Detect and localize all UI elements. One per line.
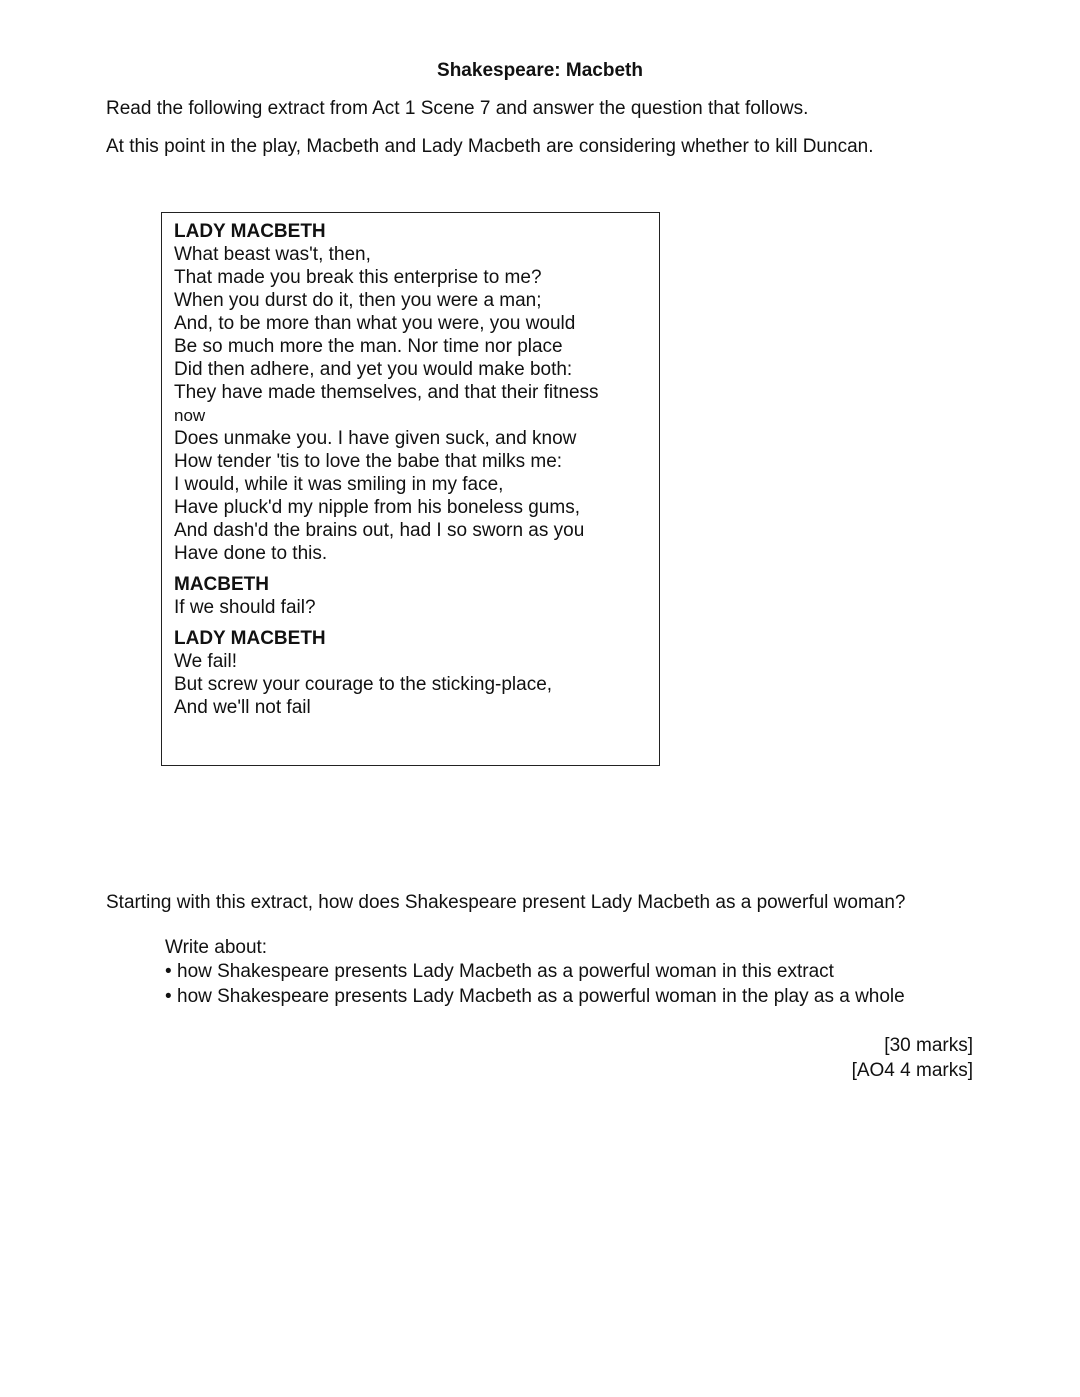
extract-line: And we'll not fail bbox=[174, 697, 311, 718]
extract-line: They have made themselves, and that their fitness bbox=[174, 382, 599, 403]
marks-block bbox=[852, 1033, 973, 1083]
extract-line: now bbox=[174, 406, 206, 425]
bullet-text: how Shakespeare presents Lady Macbeth as a powerful woman in this extract bbox=[177, 961, 834, 982]
page-title: Shakespeare: Macbeth bbox=[437, 60, 643, 81]
list-item bbox=[165, 959, 905, 984]
extract-line: That made you break this enterprise to me? bbox=[174, 267, 542, 288]
speaker-name: MACBETH bbox=[174, 574, 269, 595]
speech-1 bbox=[174, 220, 647, 565]
speech-3 bbox=[174, 627, 647, 719]
extract-line: How tender 'tis to love the babe that milks me: bbox=[174, 451, 563, 472]
extract-line: I would, while it was smiling in my face, bbox=[174, 474, 504, 495]
bullet-icon: • bbox=[165, 986, 172, 1007]
speaker-name: LADY MACBETH bbox=[174, 221, 326, 242]
list-item bbox=[165, 984, 905, 1009]
extract-box bbox=[161, 212, 660, 766]
context-text: At this point in the play, Macbeth and Lady Macbeth are considering whether to kill Duncan. bbox=[106, 136, 874, 157]
extract-line: Have done to this. bbox=[174, 543, 328, 564]
extract-line: And, to be more than what you were, you would bbox=[174, 313, 576, 334]
total-marks: [30 marks] bbox=[884, 1035, 973, 1056]
write-about-label: Write about: bbox=[165, 937, 268, 958]
extract-line: Does unmake you. I have given suck, and know bbox=[174, 428, 577, 449]
bullet-text: how Shakespeare presents Lady Macbeth as a powerful woman in the play as a whole bbox=[177, 986, 905, 1007]
speech-2 bbox=[174, 573, 647, 619]
speaker-name: LADY MACBETH bbox=[174, 628, 326, 649]
extract-line: We fail! bbox=[174, 651, 238, 672]
bullet-list bbox=[165, 959, 905, 1009]
bullet-icon: • bbox=[165, 961, 172, 982]
extract-line: But screw your courage to the sticking-place, bbox=[174, 674, 553, 695]
extract-line: Be so much more the man. Nor time nor place bbox=[174, 336, 563, 357]
question-prompt: Starting with this extract, how does Shakespeare present Lady Macbeth as a powerful woman? bbox=[106, 892, 906, 913]
extract-line: When you durst do it, then you were a man; bbox=[174, 290, 542, 311]
extract-line: What beast was't, then, bbox=[174, 244, 371, 265]
ao4-marks: [AO4 4 marks] bbox=[851, 1060, 973, 1081]
instruction-text: Read the following extract from Act 1 Scene 7 and answer the question that follows. bbox=[106, 98, 809, 119]
extract-line: If we should fail? bbox=[174, 597, 316, 618]
extract-line: Did then adhere, and yet you would make both: bbox=[174, 359, 573, 380]
extract-line: And dash'd the brains out, had I so sworn as you bbox=[174, 520, 585, 541]
extract-line: Have pluck'd my nipple from his boneless gums, bbox=[174, 497, 580, 518]
